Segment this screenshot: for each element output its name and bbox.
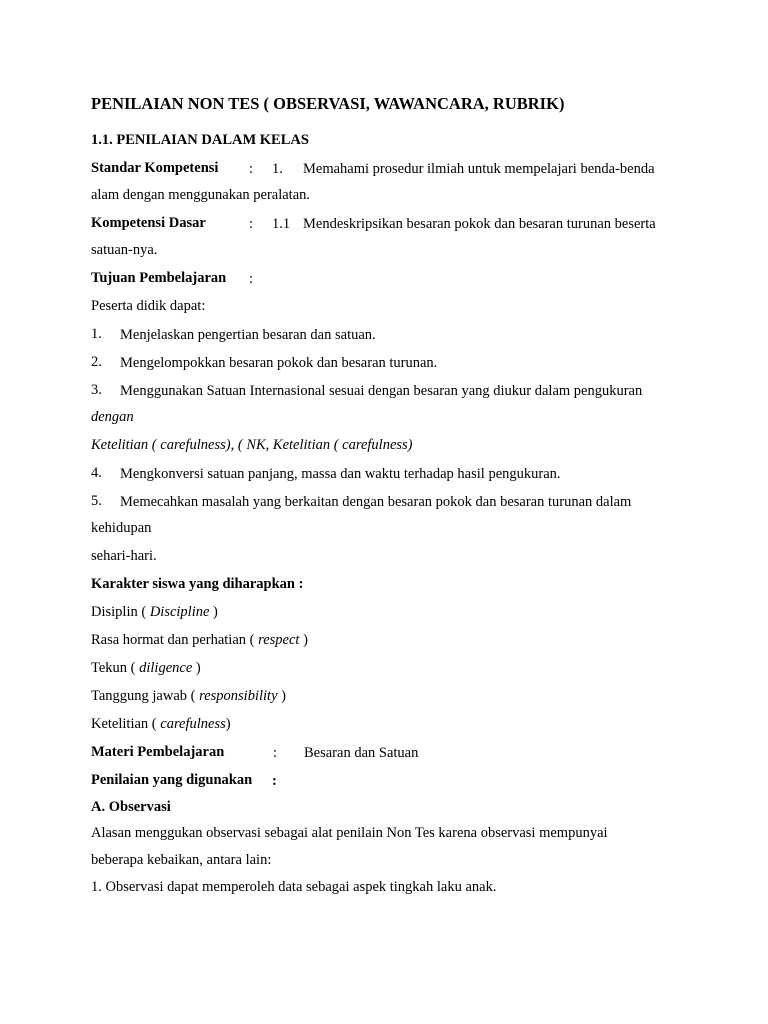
karakter-item-post: ): [277, 688, 286, 704]
penilaian-line: [91, 773, 252, 788]
materi-colon: :: [273, 745, 278, 761]
observasi-item-1: 1. Observasi dapat memperoleh data sebagai aspek tingkah laku anak.: [91, 879, 497, 895]
kd-colon: :: [249, 216, 254, 232]
tp-item5-cont2: sehari-hari.: [91, 548, 157, 564]
karakter-item: [91, 689, 286, 704]
sk-label: Standar Kompetensi: [91, 160, 219, 176]
karakter-item-it: responsibility: [199, 688, 278, 704]
tp-intro: Peserta didik dapat:: [91, 298, 206, 314]
doc-title: PENILAIAN NON TES ( OBSERVASI, WAWANCARA, RUBRIK): [91, 94, 565, 113]
karakter-item-it: respect: [258, 632, 300, 648]
karakter-item: [91, 605, 218, 620]
tp-item: [91, 383, 102, 398]
kd-text-1: Mendeskripsikan besaran pokok dan besaran turunan beserta: [303, 216, 656, 232]
kd-line-1: [91, 216, 206, 231]
sk-text-1: Memahami prosedur ilmiah untuk mempelajari benda-benda: [303, 161, 655, 177]
tp-line: [91, 271, 226, 286]
tp-label: Tujuan Pembelajaran: [91, 270, 227, 286]
sk-line-1: [91, 161, 218, 176]
karakter-item-pre: Disiplin (: [91, 604, 150, 620]
materi-label: Materi Pembelajaran: [91, 744, 225, 760]
tp-item-num: 4.: [91, 465, 102, 481]
tp-item: [91, 327, 102, 342]
sk-num: 1.: [272, 161, 283, 177]
tp-item-num: 2.: [91, 354, 102, 370]
karakter-item-pre: Tanggung jawab (: [91, 688, 200, 704]
materi-line: [91, 745, 224, 760]
tp-item-text: Menjelaskan pengertian besaran dan satuan.: [120, 327, 376, 343]
penilaian-label: Penilaian yang digunakan: [91, 772, 253, 788]
observasi-heading: A. Observasi: [91, 799, 171, 815]
section-heading: 1.1. PENILAIAN DALAM KELAS: [91, 132, 309, 148]
karakter-item: [91, 717, 231, 732]
penilaian-colon: :: [272, 773, 277, 789]
karakter-item-it: carefulness: [160, 716, 226, 732]
tp-item5-cont: kehidupan: [91, 520, 152, 536]
kd-label: Kompetensi Dasar: [91, 215, 206, 231]
tp-item-text: Memecahkan masalah yang berkaitan dengan besaran pokok dan besaran turunan dalam: [120, 494, 632, 510]
kd-text-2: satuan-nya.: [91, 242, 158, 258]
tp-item3-cont: dengan: [91, 409, 134, 425]
karakter-item-post: ): [299, 632, 308, 648]
materi-value: Besaran dan Satuan: [304, 745, 419, 761]
karakter-item-pre: Ketelitian (: [91, 716, 161, 732]
observasi-paragraph-2: beberapa kebaikan, antara lain:: [91, 852, 272, 868]
karakter-heading: Karakter siswa yang diharapkan :: [91, 576, 304, 592]
tp-item3-cont2: [91, 438, 413, 453]
tp-item: [91, 466, 102, 481]
karakter-item-it: Discipline: [149, 604, 210, 620]
tp-item3-cont2-c: Ketelitian ( carefulness): [272, 437, 413, 453]
karakter-item: [91, 633, 308, 648]
tp-item-text: Menggunakan Satuan Internasional sesuai dengan besaran yang diukur dalam pengukuran: [120, 383, 643, 399]
karakter-item-post: ): [192, 660, 201, 676]
observasi-paragraph-1: Alasan menggukan observasi sebagai alat penilain Non Tes karena observasi mempunyai: [91, 825, 608, 841]
tp-colon: :: [249, 271, 254, 287]
tp-item-num: 3.: [91, 382, 102, 398]
karakter-item-pre: Tekun (: [91, 660, 140, 676]
tp-item3-cont2-b: , ( NK,: [230, 437, 273, 453]
tp-item-num: 1.: [91, 326, 102, 342]
karakter-item-pre: Rasa hormat dan perhatian (: [91, 632, 259, 648]
tp-item3-cont2-a: Ketelitian ( carefulness): [91, 437, 231, 453]
tp-item-text: Mengkonversi satuan panjang, massa dan waktu terhadap hasil pengukuran.: [120, 466, 561, 482]
tp-item: [91, 494, 102, 509]
tp-item: [91, 355, 102, 370]
karakter-item-post: ): [209, 604, 218, 620]
tp-item-num: 5.: [91, 493, 102, 509]
karakter-item-post: ): [225, 716, 231, 732]
karakter-item: [91, 661, 201, 676]
karakter-item-it: diligence: [139, 660, 193, 676]
sk-colon: :: [249, 161, 254, 177]
kd-num: 1.1: [272, 216, 291, 232]
tp-item-text: Mengelompokkan besaran pokok dan besaran turunan.: [120, 355, 438, 371]
sk-text-2: alam dengan menggunakan peralatan.: [91, 187, 311, 203]
